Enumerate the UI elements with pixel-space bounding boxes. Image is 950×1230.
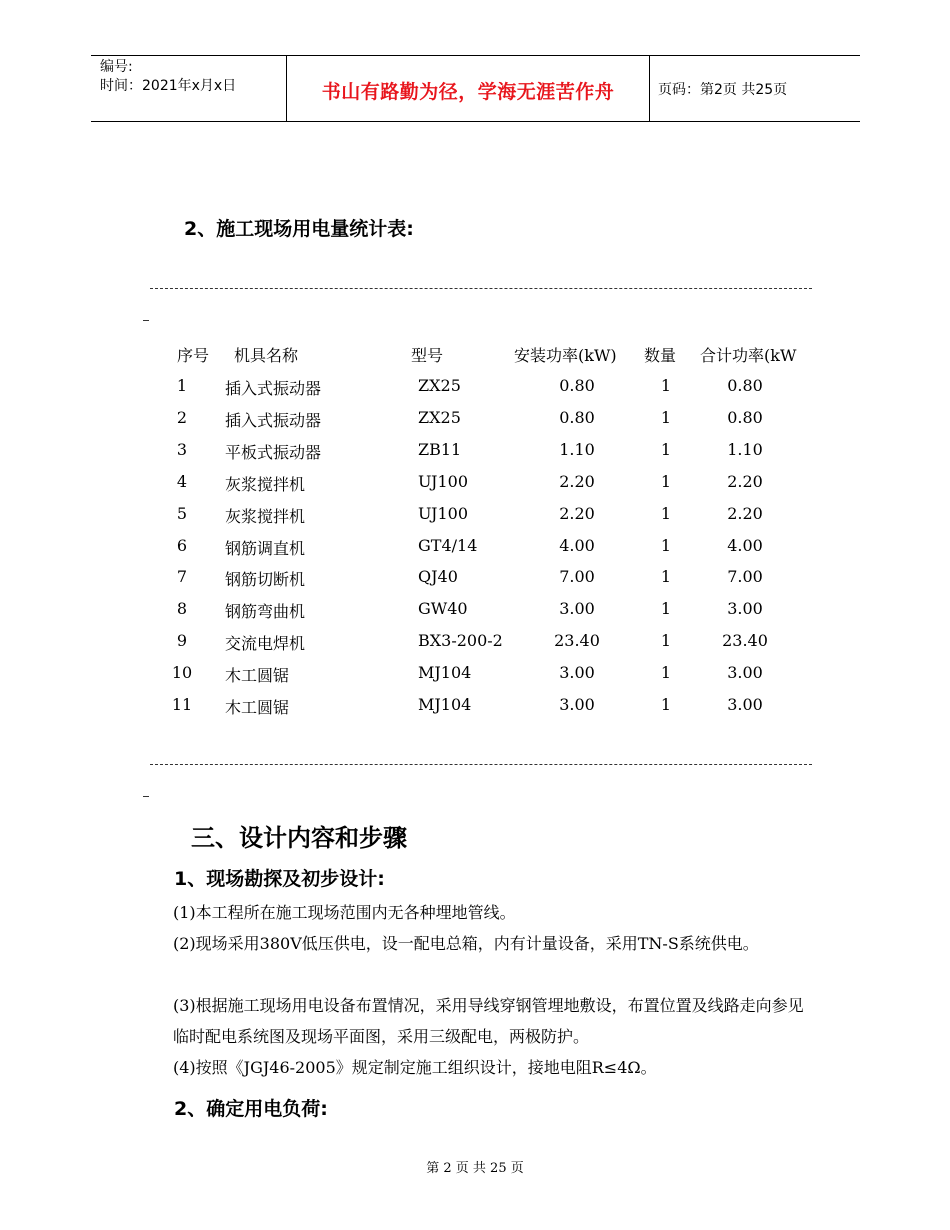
table-cell-row-model: UJ100: [418, 504, 469, 523]
paragraph-1: (1)本工程所在施工现场范围内无各种埋地管线。: [173, 903, 516, 922]
table-cell-row-name: 平板式振动器: [225, 443, 322, 462]
table-cell-row-name: 灰浆搅拌机: [225, 507, 306, 526]
table-cell-row-no: 7: [176, 567, 188, 586]
table-cell-row-name: 插入式振动器: [225, 411, 322, 430]
header-page-info: 页码：第2页 共25页: [658, 82, 788, 98]
table-cell-row-rated-power: 3.00: [559, 695, 595, 714]
table-cell-row-qty: 1: [660, 536, 672, 555]
table-cell-row-no: 4: [176, 472, 188, 491]
table-cell-row-qty: 1: [660, 599, 672, 618]
table-cell-row-model: MJ104: [418, 695, 472, 714]
table-cell-row-name: 交流电焊机: [225, 634, 306, 653]
table-cell-row-model: ZX25: [418, 408, 461, 427]
table-cell-row-qty: 1: [660, 567, 672, 586]
table-cell-row-rated-power: 2.20: [559, 504, 595, 523]
table-cell-row-model: ZX25: [418, 376, 461, 395]
table-cell-row-total-power: 1.10: [727, 440, 763, 459]
table-cell-row-total-power: 3.00: [727, 695, 763, 714]
table-cell-row-rated-power: 3.00: [559, 599, 595, 618]
paragraph-4: (4)按照《JGJ46-2005》规定制定施工组织设计，接地电阻R≤4Ω。: [173, 1058, 657, 1077]
table-cell-row-name: 插入式振动器: [225, 379, 322, 398]
table-cell-row-name: 钢筋弯曲机: [225, 602, 306, 621]
table-cell-row-qty: 1: [660, 695, 672, 714]
table-cell-row-rated-power: 0.80: [559, 408, 595, 427]
table-header-model: 型号: [411, 346, 444, 365]
header-number-label: 编号:: [100, 59, 133, 75]
table-cell-row-rated-power: 23.40: [554, 631, 600, 650]
header-top-rule: [91, 55, 860, 56]
subsection-title-site-survey: 1、现场勘探及初步设计:: [174, 868, 385, 890]
dashed-separator-bottom: [150, 764, 812, 765]
table-cell-row-no: 6: [176, 536, 188, 555]
table-cell-row-no: 9: [176, 631, 188, 650]
table-cell-row-no: 2: [176, 408, 188, 427]
table-cell-row-name: 木工圆锯: [225, 666, 290, 685]
table-header-rated-power: 安装功率(kW): [514, 346, 617, 365]
table-cell-row-qty: 1: [660, 504, 672, 523]
table-cell-row-qty: 1: [660, 472, 672, 491]
table-cell-row-total-power: 4.00: [727, 536, 763, 555]
table-cell-row-no: 1: [176, 376, 188, 395]
table-cell-row-total-power: 23.40: [722, 631, 768, 650]
table-cell-row-rated-power: 2.20: [559, 472, 595, 491]
section-title-electricity-table: 2、施工现场用电量统计表:: [184, 218, 414, 240]
table-cell-row-qty: 1: [660, 663, 672, 682]
table-cell-row-model: UJ100: [418, 472, 469, 491]
page-footer: 第 2 页 共 25 页: [426, 1161, 524, 1176]
table-cell-row-no: 11: [171, 695, 193, 714]
table-cell-row-rated-power: 3.00: [559, 663, 595, 682]
paragraph-3: (3)根据施工现场用电设备布置情况，采用导线穿钢管埋地敷设，布置位置及线路走向参见临时配电系统图及现场平面图，采用三级配电，两极防护。: [173, 996, 804, 1046]
section-title-design-steps: 三、设计内容和步骤: [191, 824, 407, 852]
header-meta: [100, 58, 236, 96]
table-cell-row-no: 8: [176, 599, 188, 618]
paragraph-2: (2)现场采用380V低压供电，设一配电总箱，内有计量设备，采用TN-S系统供电。: [173, 934, 759, 953]
table-cell-row-rated-power: 7.00: [559, 567, 595, 586]
header-time-label: 时间：2021年x月x日: [100, 78, 237, 94]
header-motto: 书山有路勤为径，学海无涯苦作舟: [321, 81, 615, 103]
table-cell-row-no: 3: [176, 440, 188, 459]
table-cell-row-rated-power: 1.10: [559, 440, 595, 459]
table-cell-row-qty: 1: [660, 631, 672, 650]
table-cell-row-total-power: 0.80: [727, 376, 763, 395]
table-cell-row-rated-power: 0.80: [559, 376, 595, 395]
table-cell-row-rated-power: 4.00: [559, 536, 595, 555]
table-cell-row-no: 10: [171, 663, 193, 682]
table-cell-row-total-power: 0.80: [727, 408, 763, 427]
header-divider-right: [649, 55, 650, 122]
table-cell-row-name: 木工圆锯: [225, 698, 290, 717]
table-cell-row-total-power: 3.00: [727, 663, 763, 682]
header-divider-left: [286, 55, 287, 122]
table-cell-row-qty: 1: [660, 408, 672, 427]
table-header-qty: 数量: [644, 346, 677, 365]
table-cell-row-name: 钢筋调直机: [225, 539, 306, 558]
table-cell-row-total-power: 2.20: [727, 472, 763, 491]
table-cell-row-qty: 1: [660, 376, 672, 395]
dashed-separator-top: [150, 288, 812, 289]
table-cell-row-model: BX3-200-2: [418, 631, 503, 650]
table-cell-row-model: GW40: [418, 599, 468, 618]
table-header-total-power: 合计功率(kW: [700, 346, 797, 365]
table-cell-row-qty: 1: [660, 440, 672, 459]
subsection-title-load: 2、确定用电负荷:: [174, 1098, 328, 1120]
header-bottom-rule: [91, 121, 860, 122]
table-header-no: 序号: [177, 346, 210, 365]
table-cell-row-no: 5: [176, 504, 188, 523]
table-cell-row-total-power: 2.20: [727, 504, 763, 523]
table-cell-row-model: QJ40: [418, 567, 458, 586]
dashed-separator-top-tail: [143, 320, 149, 321]
table-cell-row-total-power: 7.00: [727, 567, 763, 586]
table-cell-row-name: 灰浆搅拌机: [225, 475, 306, 494]
table-header-name: 机具名称: [234, 346, 299, 365]
dashed-separator-bottom-tail: [143, 796, 149, 797]
table-cell-row-total-power: 3.00: [727, 599, 763, 618]
table-cell-row-model: ZB11: [418, 440, 462, 459]
table-cell-row-model: GT4/14: [418, 536, 478, 555]
table-cell-row-model: MJ104: [418, 663, 472, 682]
table-cell-row-name: 钢筋切断机: [225, 570, 306, 589]
